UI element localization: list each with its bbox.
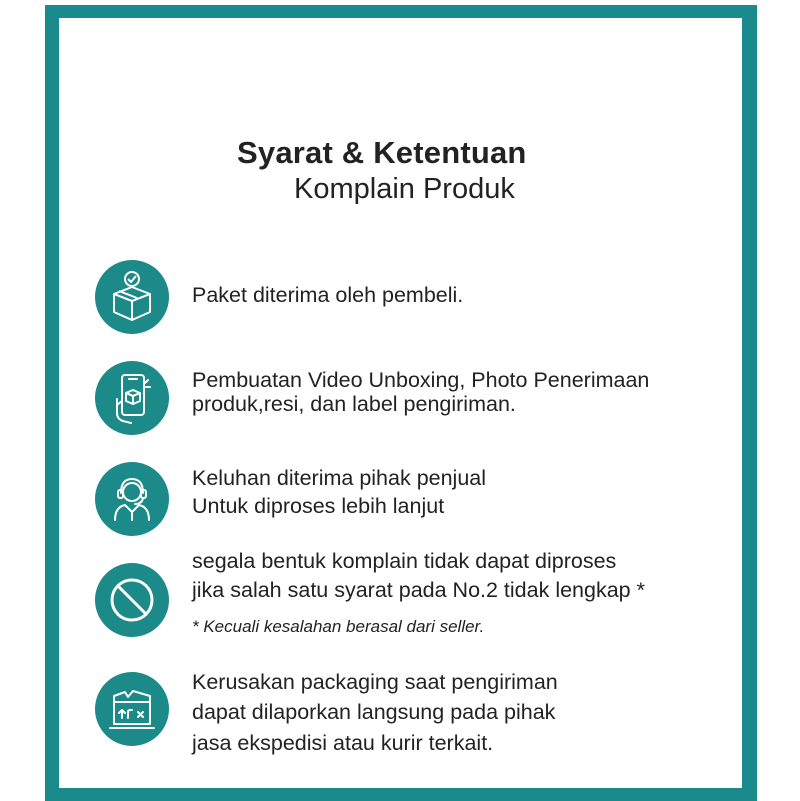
page-title: Syarat & Ketentuan: [237, 135, 527, 170]
customer-service-icon: [95, 462, 169, 536]
prohibited-icon: [95, 563, 169, 637]
package-check-icon: [95, 260, 169, 334]
item-3-line-2: Untuk diproses lebih lanjut: [192, 494, 445, 518]
item-4-note: * Kecuali kesalahan berasal dari seller.: [192, 617, 485, 636]
page-subtitle: Komplain Produk: [294, 173, 515, 205]
phone-unboxing-icon: [95, 361, 169, 435]
item-3-line-1: Keluhan diterima pihak penjual: [192, 466, 487, 490]
item-5-line-2: dapat dilaporkan langsung pada pihak: [192, 700, 556, 724]
item-4-line-1: segala bentuk komplain tidak dapat diproses: [192, 549, 617, 573]
item-2-line-2: produk,resi, dan label pengiriman.: [192, 392, 516, 416]
item-4-line-2: jika salah satu syarat pada No.2 tidak lengkap *: [192, 578, 645, 602]
item-1-line-1: Paket diterima oleh pembeli.: [192, 283, 464, 307]
damaged-package-icon: [95, 672, 169, 746]
item-2-line-1: Pembuatan Video Unboxing, Photo Penerimaan: [192, 368, 650, 392]
item-5-line-1: Kerusakan packaging saat pengiriman: [192, 670, 558, 694]
item-5-line-3: jasa ekspedisi atau kurir terkait.: [192, 731, 494, 755]
